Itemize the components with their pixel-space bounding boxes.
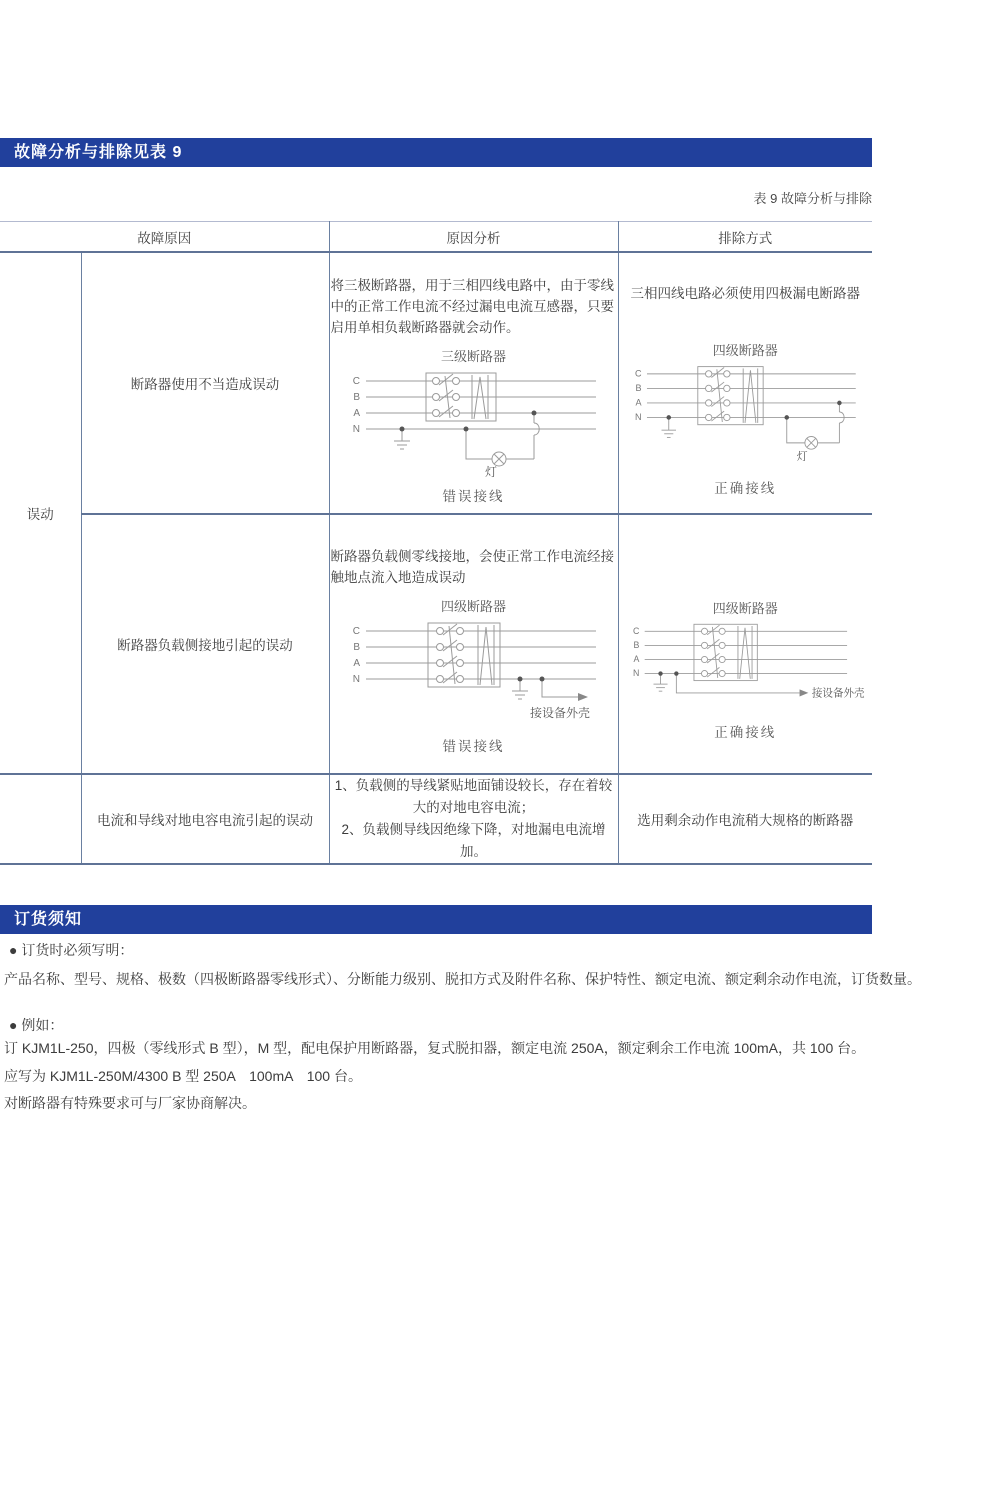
junction-dot: [399, 426, 404, 431]
order-section-bar: [0, 905, 872, 934]
arrow-icon: [800, 689, 809, 696]
diagram-caption-2: 正确接线: [714, 480, 777, 496]
fault-section-title: 故障分析与排除见表 9: [14, 144, 183, 161]
shell-label: 接设备外壳: [812, 686, 865, 699]
phase-label-n: N: [633, 667, 640, 678]
ordering-note-body: 产品名称、型号、规格、极数（四极断路器零线形式）、分断能力级别、脱扣方式及附件名称、保护特性、额定电流、额定剩余动作电流，订货数量。: [4, 971, 921, 987]
ordering-example-line2: 应写为 KJM1L-250M/4300 B 型 250A 100mA 100 台。: [4, 1067, 362, 1084]
junction-dot: [659, 671, 663, 675]
phase-label-a: A: [352, 407, 360, 419]
four-pole-breaker-correct-wiring-diagram: [627, 361, 863, 463]
cause-cell-2: 断路器负载侧接地引起的误动: [81, 514, 329, 774]
four-pole-breaker-supply-side-ground-correct-diagram: [625, 619, 865, 707]
phase-label-a: A: [635, 397, 642, 408]
ordering-example-line3: 对断路器有特殊要求可与厂家协商解决。: [4, 1095, 256, 1111]
junction-dot: [785, 415, 790, 420]
table-caption: 表 9 故障分析与排除: [753, 191, 872, 206]
phase-label-c: C: [635, 368, 642, 379]
arrow-icon: [578, 693, 588, 701]
diagram-caption-4: 正确接线: [714, 724, 777, 740]
phase-label-n: N: [635, 411, 642, 422]
analysis-cell-1: [329, 252, 618, 514]
remedy-cell-3: 选用剩余动作电流稍大规格的断路器: [618, 774, 872, 864]
junction-dot: [463, 426, 468, 431]
junction-dot: [531, 410, 536, 415]
phase-label-n: N: [352, 423, 360, 435]
diagram-title-3: 四级断路器: [440, 599, 506, 614]
junction-dot: [667, 415, 672, 420]
remedy-cell-2: [618, 514, 872, 774]
phase-label-c: C: [633, 625, 640, 636]
fault-section-bar: [0, 138, 872, 167]
analysis3-line1: 1、负载侧的导线紧贴地面铺设较长，存在着较: [334, 778, 613, 793]
analysis-cell-3: [329, 774, 618, 864]
phase-label-b: B: [352, 642, 360, 653]
three-pole-breaker-wrong-wiring-diagram: [344, 367, 604, 479]
order-section-title: 订货须知: [14, 911, 83, 928]
diagram-caption-1: 错误接线: [442, 488, 505, 504]
ordering-notes: [0, 940, 1000, 1118]
lamp-icon: [805, 436, 818, 449]
junction-dot: [517, 677, 522, 682]
diagram-title-2: 四级断路器: [712, 342, 778, 358]
remedy-text-1: 三相四线电路必须使用四极漏电断路器: [630, 285, 860, 301]
ground-symbol: [662, 417, 677, 437]
four-pole-breaker-load-side-ground-wrong-diagram: [344, 617, 604, 721]
ordering-note-title: ● 订货时必须写明：: [9, 942, 134, 958]
empty-group-cell: [0, 774, 81, 864]
ordering-example-title: ● 例如：: [9, 1017, 64, 1033]
header-cause: 故障原因: [0, 222, 329, 253]
header-analysis: 原因分析: [329, 222, 618, 253]
header-remedy: 排除方式: [618, 222, 872, 253]
diagram-title-4: 四级断路器: [712, 600, 778, 616]
cause-cell-1: 断路器使用不当造成误动: [81, 252, 329, 514]
analysis3-line2: 大的对地电容电流；: [412, 800, 535, 815]
ordering-example-line1: 订 KJM1L-250，四极（零线形式 B 型），M 型，配电保护用断路器，复式脱扣器，额定电流 250A，额定剩余工作电流 100mA，共 100 台。: [4, 1040, 866, 1056]
phase-label-b: B: [352, 391, 360, 403]
lamp-label: 灯: [796, 450, 808, 463]
ground-symbol: [512, 679, 528, 699]
shell-label: 接设备外壳: [529, 706, 590, 720]
junction-dot: [837, 400, 842, 405]
ground-symbol: [654, 673, 668, 691]
fault-table: [0, 221, 872, 865]
phase-label-n: N: [352, 674, 360, 685]
group-label-cell: 误动: [0, 252, 81, 774]
analysis3-line3: 2、负载侧导线因绝缘下降，对地漏电电流增加。: [341, 822, 606, 859]
analysis-cell-2: [329, 514, 618, 774]
phase-label-a: A: [352, 658, 360, 669]
remedy-cell-1: [618, 252, 872, 514]
lamp-icon: [492, 452, 506, 466]
junction-dot: [674, 671, 678, 675]
diagram-title-1: 三级断路器: [440, 348, 506, 364]
phase-label-c: C: [352, 626, 360, 637]
junction-dot: [539, 677, 544, 682]
lamp-label: 灯: [484, 464, 497, 479]
phase-label-c: C: [352, 375, 360, 387]
phase-label-b: B: [633, 639, 640, 650]
diagram-caption-3: 错误接线: [442, 739, 505, 754]
analysis-text-1: 将三极断路器，用于三相四线电路中，由于零线中的正常工作电流不经过漏电电流互感器，只要启用单相负载断路器就会动作。: [330, 277, 614, 335]
phase-label-b: B: [635, 382, 642, 393]
ground-symbol: [394, 429, 410, 449]
cause-cell-3: 电流和导线对地电容电流引起的误动: [81, 774, 329, 864]
phase-label-a: A: [633, 653, 640, 664]
analysis-text-2: 断路器负载侧零线接地，会使正常工作电流经接触地点流入地造成误动: [330, 549, 614, 585]
